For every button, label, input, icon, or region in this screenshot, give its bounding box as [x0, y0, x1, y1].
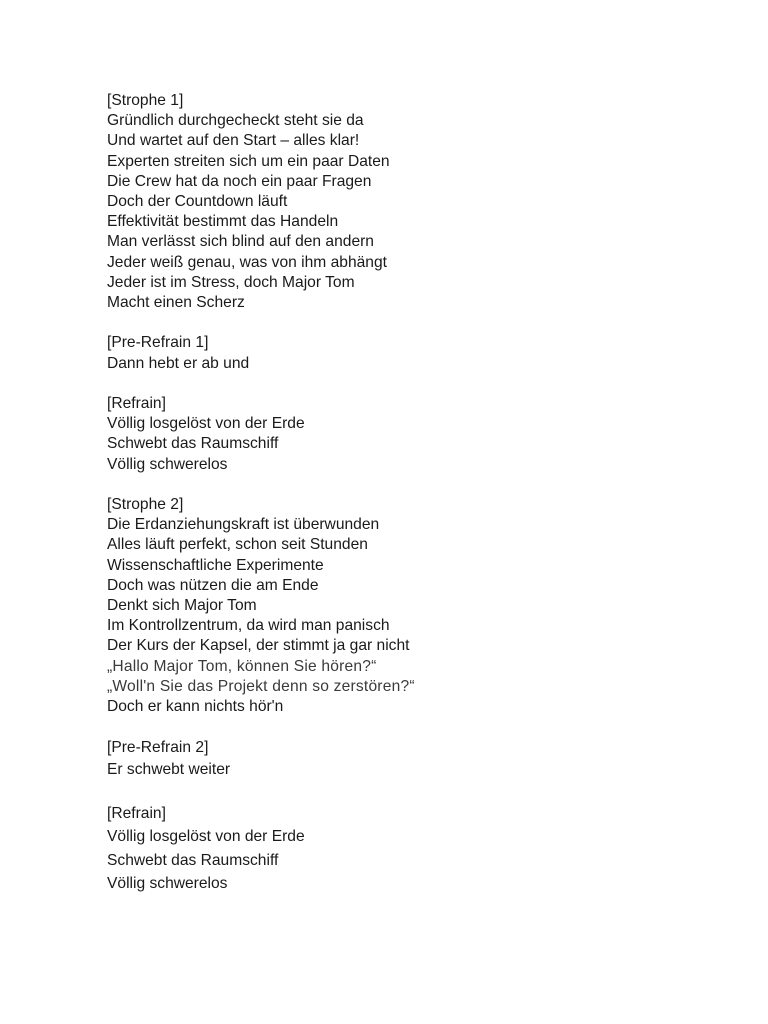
- section-heading: [Strophe 2]: [107, 496, 184, 514]
- lyric-line: Der Kurs der Kapsel, der stimmt ja gar nicht: [107, 637, 410, 655]
- lyric-line: Doch der Countdown läuft: [107, 193, 288, 211]
- lyric-line: Denkt sich Major Tom: [107, 597, 257, 615]
- lyric-line: Völlig schwerelos: [107, 455, 228, 473]
- lyric-line: Alles läuft perfekt, schon seit Stunden: [107, 536, 368, 554]
- lyric-line: Macht einen Scherz: [107, 294, 245, 312]
- section-heading: [Refrain]: [107, 804, 166, 822]
- lyric-line: Dann hebt er ab und: [107, 354, 250, 372]
- lyric-line: Schwebt das Raumschiff: [107, 851, 279, 869]
- section-pre-refrain-1: [107, 333, 667, 373]
- lyric-line: Völlig losgelöst von der Erde: [107, 415, 305, 433]
- lyric-line: Jeder ist im Stress, doch Major Tom: [107, 273, 355, 291]
- lyric-line: Die Crew hat da noch ein paar Fragen: [107, 172, 372, 190]
- lyric-line: Experten streiten sich um ein paar Daten: [107, 152, 390, 170]
- section-heading: [Pre-Refrain 2]: [107, 739, 209, 757]
- section-heading: [Strophe 1]: [107, 92, 184, 109]
- section-heading: [Refrain]: [107, 395, 166, 413]
- section-heading: [Pre-Refrain 1]: [107, 334, 209, 352]
- lyric-line: Völlig losgelöst von der Erde: [107, 828, 305, 846]
- lyric-line: Und wartet auf den Start – alles klar!: [107, 132, 360, 150]
- lyric-line: Er schwebt weiter: [107, 761, 231, 779]
- section-strophe-1: [107, 91, 667, 313]
- lyric-line: Doch er kann nichts hör'n: [107, 698, 284, 716]
- section-refrain-2: [107, 802, 667, 896]
- lyric-line: Im Kontrollzentrum, da wird man panisch: [107, 617, 390, 635]
- lyric-line: Schwebt das Raumschiff: [107, 435, 279, 453]
- quoted-lyric-line: „Hallo Major Tom, können Sie hören?“: [107, 657, 377, 675]
- lyric-line: Völlig schwerelos: [107, 875, 228, 893]
- lyric-line: Jeder weiß genau, was von ihm abhängt: [107, 253, 387, 271]
- lyric-line: Die Erdanziehungskraft ist überwunden: [107, 516, 380, 534]
- section-refrain-1: [107, 394, 667, 475]
- lyric-line: Effektivität bestimmt das Handeln: [107, 213, 339, 231]
- lyric-line: Doch was nützen die am Ende: [107, 576, 319, 594]
- lyric-line: Gründlich durchgecheckt steht sie da: [107, 112, 364, 130]
- quoted-lyric-line: „Woll'n Sie das Projekt denn so zerstören?“: [107, 677, 415, 695]
- lyric-line: Man verlässt sich blind auf den andern: [107, 233, 374, 251]
- lyrics-text: [107, 91, 667, 916]
- lyric-line: Wissenschaftliche Experimente: [107, 556, 324, 574]
- section-pre-refrain-2: [107, 737, 667, 781]
- section-strophe-2: [107, 495, 667, 717]
